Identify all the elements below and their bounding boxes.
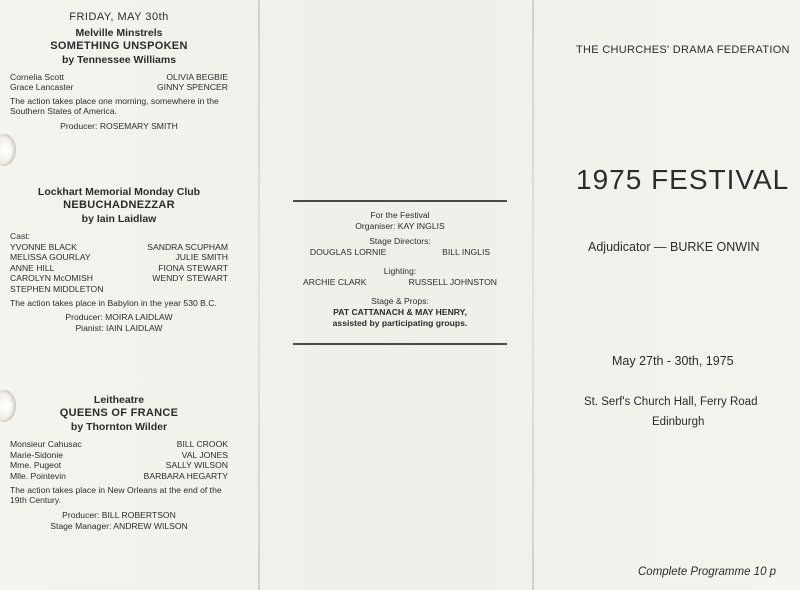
center-panel (276, 200, 524, 345)
cast-actor: SALLY WILSON (165, 460, 228, 471)
adjudicator-line: Adjudicator — BURKE ONWIN (588, 240, 760, 254)
organiser-credit: Organiser: KAY INGLIS (355, 221, 445, 231)
cast-actor: BARBARA HEGARTY (143, 470, 228, 481)
cast-actor-right: JULIE SMITH (175, 252, 228, 263)
cast-actor: VAL JONES (181, 449, 228, 460)
group-name: Melville Minstrels (75, 26, 163, 39)
festival-dates: May 27th - 30th, 1975 (612, 354, 734, 368)
play-author: by Thornton Wilder (70, 421, 168, 434)
action-note: The action takes place in New Orleans at the end of the 19th Century. (10, 484, 222, 506)
cast-actor-left: STEPHEN MIDDLETON (10, 283, 104, 294)
play-block-2 (10, 186, 228, 334)
producer-credit: Producer: ROSEMARY SMITH (60, 120, 178, 131)
producer-credit: Producer: MOIRA LAIDLAW (65, 312, 173, 323)
play-title: SOMETHING UNSPOKEN (50, 39, 188, 52)
city-line: Edinburgh (652, 416, 705, 428)
date-heading: FRIDAY, MAY 30th (69, 11, 169, 23)
cast-actor: GINNY SPENCER (157, 82, 228, 93)
cast-row (10, 439, 228, 450)
cast-row (10, 72, 228, 83)
cast-actor-right: WENDY STEWART (152, 273, 228, 284)
group-name: Leitheatre (93, 394, 145, 407)
stage-director-name: BILL INGLIS (442, 247, 491, 257)
play-author: by Tennessee Williams (61, 53, 177, 66)
left-panel (10, 12, 228, 532)
action-note: The action takes place in Babylon in the year 530 B.C. (10, 297, 217, 308)
cast-row (10, 82, 228, 93)
festival-title: 1975 FESTIVAL (576, 164, 790, 195)
cast-label: Cast: (10, 230, 31, 241)
cast-actor-left: MELISSA GOURLAY (10, 252, 91, 263)
cast-row (10, 450, 228, 461)
play-title: QUEENS OF FRANCE (59, 407, 179, 420)
cast-row (10, 284, 228, 295)
cast-actor-left: YVONNE BLACK (10, 241, 77, 252)
stage-props-names: PAT CATTANACH & MAY HENRY, (333, 307, 467, 317)
cast-actor-left: CAROLYN McOMISH (10, 273, 93, 284)
play-title: NEBUCHADNEZZAR (63, 198, 175, 211)
fold-line-left (258, 0, 260, 590)
federation-name: THE CHURCHES' DRAMA FEDERATION (576, 44, 790, 56)
stage-props-note: assisted by participating groups. (332, 318, 468, 328)
group-name: Lockhart Memorial Monday Club (37, 185, 201, 198)
cast-role: Grace Lancaster (10, 82, 74, 93)
cast-row (10, 242, 228, 253)
cast-role: Mme. Pugeot (10, 460, 62, 471)
play-author: by Iain Laidlaw (81, 212, 157, 225)
stage-director-name: DOUGLAS LORNIE (309, 247, 387, 257)
cast-actor: OLIVIA BEGBIE (166, 71, 228, 82)
for-festival-heading: For the Festival (370, 210, 430, 220)
cast-role: Cornelia Scott (10, 71, 64, 82)
cast-actor-left: ANNE HILL (10, 262, 55, 273)
programme-price: Complete Programme 10 p (638, 566, 777, 578)
cast-role: Marie-Sidonie (10, 449, 64, 460)
cast-row (10, 460, 228, 471)
cast-actor-right: SANDRA SCUPHAM (147, 241, 228, 252)
cast-row (10, 252, 228, 263)
lighting-label: Lighting: (383, 266, 417, 276)
cast-actor-right: FIONA STEWART (158, 262, 228, 273)
pianist-credit: Pianist: IAIN LAIDLAW (75, 323, 163, 334)
producer-credit: Producer: BILL ROBERTSON (62, 509, 176, 520)
cast-row (10, 273, 228, 284)
cast-row (10, 471, 228, 482)
venue-line: St. Serf's Church Hall, Ferry Road (584, 396, 758, 408)
lighting-name: ARCHIE CLARK (303, 277, 367, 287)
lighting-name: RUSSELL JOHNSTON (408, 277, 497, 287)
divider-bottom (293, 343, 507, 345)
stage-props-label: Stage & Props: (371, 296, 429, 306)
play-block-1 (10, 27, 228, 132)
action-note: The action takes place one morning, somewhere in the Southern States of America. (10, 95, 219, 117)
stage-directors-label: Stage Directors: (369, 236, 431, 246)
fold-line-right (532, 0, 534, 590)
cast-role: Monsieur Cahusac (10, 439, 82, 450)
cast-actor: BILL CROOK (176, 439, 228, 450)
lighting-names (276, 277, 524, 288)
stage-manager-credit: Stage Manager: ANDREW WILSON (50, 520, 188, 531)
cast-role: Mlle. Pointevin (10, 470, 66, 481)
stage-directors-names (276, 247, 524, 258)
cast-row (10, 263, 228, 274)
play-block-3 (10, 394, 228, 532)
